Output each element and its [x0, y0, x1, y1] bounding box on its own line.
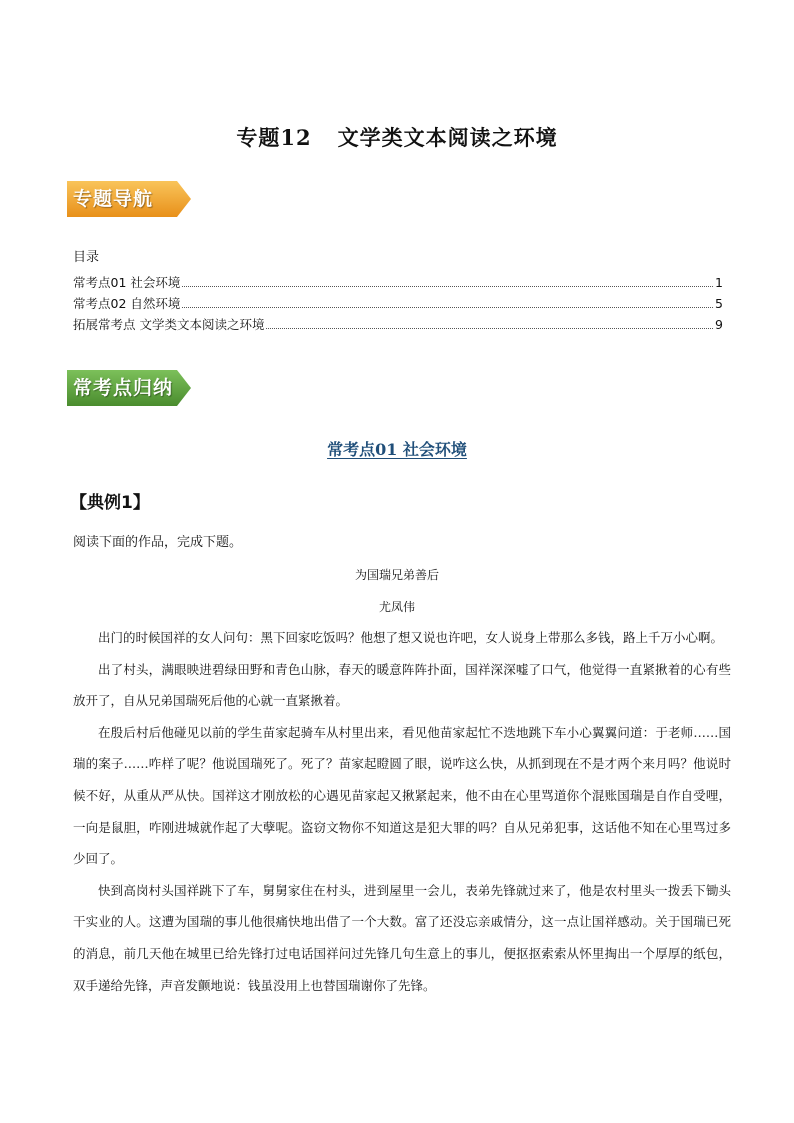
title-number: 专题12 — [236, 125, 312, 150]
toc-leader-dots — [266, 328, 713, 329]
story-paragraph: 快到高岗村头国祥跳下了车，舅舅家住在村头，进到屋里一会儿，表弟先锋就过来了，他是农村里头一拨丢下锄头干实业的人。这遭为国瑞的事儿他很痛快地出借了一个大数。富了还没忘亲戚情分，这一点让国祥感动。关于国瑞已死的消息，前几天他在城里已给先锋打过电话国祥问过先锋几句生意上的事儿，便抠抠索索从怀里掏出一个厚厚的纸包，双手递给先锋，声音发颤地说：钱虽没用上也替国瑞谢你了先锋。 — [73, 882, 731, 993]
title-text: 文学类文本阅读之环境 — [337, 125, 558, 150]
toc-item[interactable] — [73, 315, 723, 336]
toc-item[interactable] — [73, 273, 723, 294]
story-paragraph: 出门的时候国祥的女人问句：黑下回家吃饭吗？他想了想又说也许吧，女人说身上带那么多钱，路上千万小心啊。 — [98, 630, 724, 645]
toc-item[interactable] — [73, 294, 723, 315]
key-points-banner — [67, 370, 191, 406]
toc-item-page: 9 — [715, 317, 723, 332]
toc-leader-dots — [182, 307, 713, 308]
banner-label: 常考点归纳 — [73, 377, 174, 399]
story-paragraph: 出了村头，满眼映进碧绿田野和青色山脉，春天的暖意阵阵扑面，国祥深深嘘了口气，他觉得一直紧揪着的心有些放开了，自从兄弟国瑞死后他的心就一直紧揪着。 — [73, 661, 731, 709]
instruction-text: 阅读下面的作品，完成下题。 — [73, 535, 243, 550]
story-title: 为国瑞兄弟善后 — [354, 568, 439, 582]
page-title — [0, 122, 794, 152]
toc-item-label: 拓展常考点 文学类文本阅读之环境 — [73, 317, 265, 332]
story-paragraph: 在殷后村后他碰见以前的学生苗家起骑车从村里出来，看见他苗家起忙不迭地跳下车小心翼翼问道：于老师……国瑞的案子……咋样了呢？他说国瑞死了。死了？苗家起瞪圆了眼，说咋这么快，从抓到现在不是才两个来月吗？他说时候不好，从重从严从快。国祥这才刚放松的心遇见苗家起又揪紧起来，他不由在心里骂道你个混账国瑞是自作自受哩，一向是鼠胆，咋刚进城就作起了大孽呢。盗窃文物你不知道这是犯大罪的吗？自从兄弟犯事，这话他不知在心里骂过多少回了。 — [73, 724, 731, 867]
table-of-contents — [73, 246, 723, 336]
story-author: 尤凤伟 — [378, 600, 415, 614]
toc-item-page: 1 — [715, 275, 723, 290]
toc-heading: 目录 — [73, 250, 100, 265]
section-title[interactable]: 常考点01 社会环境 — [327, 440, 467, 459]
banner-label: 专题导航 — [73, 188, 154, 210]
toc-item-label: 常考点01 社会环境 — [73, 275, 181, 290]
story-body — [73, 622, 731, 1001]
topic-navigation-banner — [67, 181, 191, 217]
toc-item-page: 5 — [715, 296, 723, 311]
toc-leader-dots — [182, 286, 713, 287]
toc-item-label: 常考点02 自然环境 — [73, 296, 181, 311]
example-label: 【典例1】 — [70, 493, 150, 513]
